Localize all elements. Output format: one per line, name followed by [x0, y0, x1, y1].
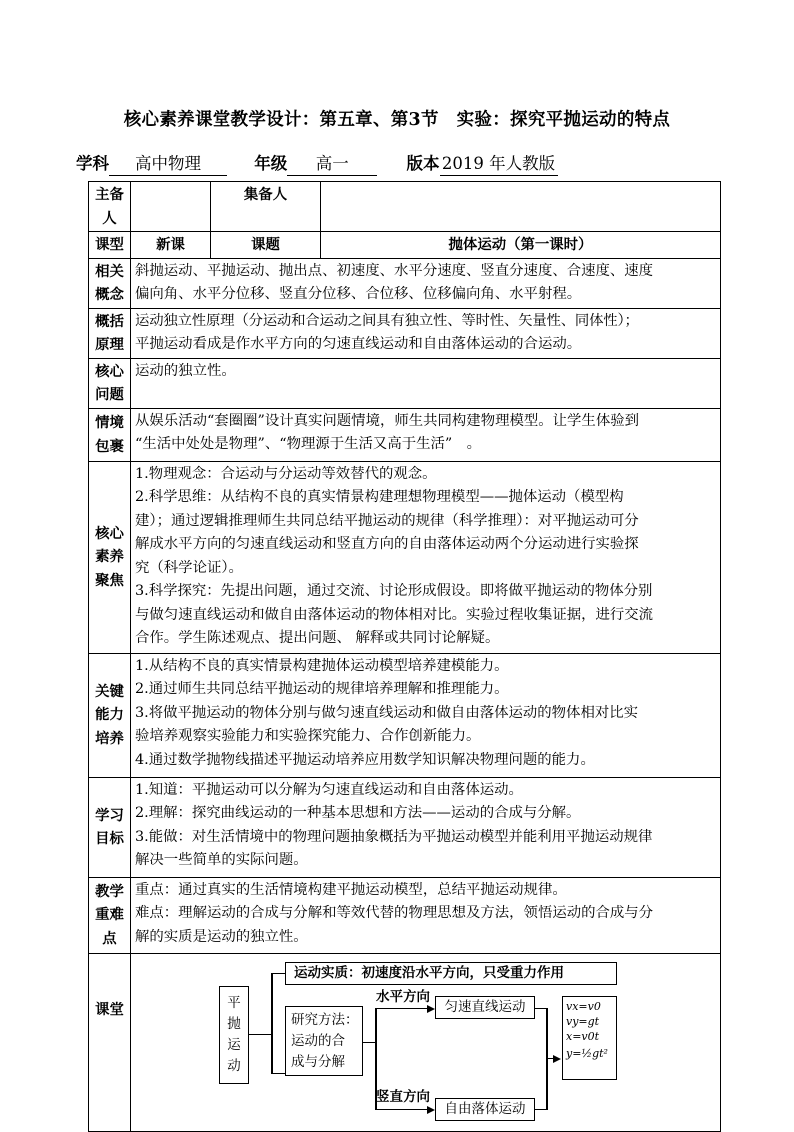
type-label: 课型 [89, 232, 131, 259]
preparer-value [131, 182, 211, 232]
literacy-label: 核心 素养 聚焦 [89, 461, 131, 653]
horizontal-label: 水平方向 [376, 988, 430, 1005]
context-text: 从娱乐活动“套圈圈”设计真实问题情境，师生共同构建物理模型。让学生体验到 “生活中处处是物理”、“物理源于生活又高于生活” 。 [131, 408, 721, 461]
edition-value: 2019 年人教版 [440, 150, 558, 176]
root-box: 平 抛 运 动 [219, 986, 249, 1084]
core-question-label: 核心 问题 [89, 358, 131, 408]
table-row [89, 877, 721, 953]
concept-diagram [219, 962, 711, 1130]
subject-label: 学科 [76, 154, 109, 173]
uniform-motion-box: 匀速直线运动 [435, 996, 535, 1019]
course-meta [76, 150, 558, 176]
focus-label: 教学 重难 点 [89, 877, 131, 953]
grade-label: 年级 [254, 154, 288, 173]
table-row [89, 777, 721, 877]
topic-label: 课题 [211, 232, 321, 259]
subject-value: 高中物理 [109, 150, 227, 176]
vertical-label: 竖直方向 [376, 1088, 430, 1105]
principle-text: 运动独立性原理（分运动和合运动之间具有独立性、等时性、矢量性、同体性）； 平抛运动看成是作水平方向的匀速直线运动和自由落体运动的合运动。 [131, 308, 721, 358]
classroom-content [131, 953, 721, 1131]
table-row [89, 182, 721, 232]
table-row [89, 408, 721, 461]
topic-value: 抛体运动（第一课时） [321, 232, 721, 259]
type-value: 新课 [131, 232, 211, 259]
lesson-plan-table [88, 181, 721, 1132]
collab-value [321, 182, 721, 232]
grade-value: 高一 [287, 150, 377, 176]
table-row [89, 308, 721, 358]
essence-box: 运动实质：初速度沿水平方向，只受重力作用 [285, 962, 617, 985]
formulas-box: vx=v0 vy=gt x=v0t y=½gt² [562, 996, 617, 1080]
page-title: 核心素养课堂教学设计：第五章、第3节 实验：探究平抛运动的特点 [123, 110, 671, 130]
context-label: 情境 包裹 [89, 408, 131, 461]
freefall-box: 自由落体运动 [435, 1098, 535, 1121]
table-row [89, 358, 721, 408]
collab-label: 集备人 [211, 182, 321, 232]
method-box: 研究方法： 运动的合 成与分解 [285, 1006, 363, 1076]
table-row [89, 461, 721, 653]
literacy-text: 1.物理观念：合运动与分运动等效替代的观念。 2.科学思维：从结构不良的真实情景构建理想物理模型——抛体运动（模型构 建）；通过逻辑推理师生共同总结平抛运动的规律（科学推理）：对平抛运动可分 解成水平方向的匀速直线运动和竖直方向的自由落体运动两个分运动进行实验探 究（科学论证）。 3.科学探究：先提出问题，通过交流、讨论形成假设。即将做平抛运动的物体分别 与做匀速直线运动和做自由落体运动的物体相对比。实验过程收集证据，进行交流 合作。学生陈述观点、提出问题、 解释或共同讨论解疑。 [131, 461, 721, 653]
table-row [89, 953, 721, 1131]
table-row [89, 232, 721, 259]
goals-text: 1.知道：平抛运动可以分解为匀速直线运动和自由落体运动。 2.理解：探究曲线运动的一种基本思想和方法——运动的合成与分解。 3.能做：对生活情境中的物理问题抽象概括为平抛运动模型并能利用平抛运动规律 解决一些简单的实际问题。 [131, 777, 721, 877]
principle-label: 概括 原理 [89, 308, 131, 358]
focus-text: 重点：通过真实的生活情境构建平抛运动模型，总结平抛运动规律。 难点：理解运动的合成与分解和等效代替的物理思想及方法，领悟运动的合成与分 解的实质是运动的独立性。 [131, 877, 721, 953]
core-question-text: 运动的独立性。 [131, 358, 721, 408]
concepts-label: 相关 概念 [89, 258, 131, 308]
concepts-text: 斜抛运动、平抛运动、抛出点、初速度、水平分速度、竖直分速度、合速度、速度 偏向角、水平分位移、竖直分位移、合位移、位移偏向角、水平射程。 [131, 258, 721, 308]
goals-label: 学习 目标 [89, 777, 131, 877]
preparer-label: 主备 人 [89, 182, 131, 232]
edition-label: 版本 [406, 154, 440, 173]
table-row [89, 258, 721, 308]
classroom-label: 课堂 [89, 953, 131, 1131]
ability-text: 1.从结构不良的真实情景构建抛体运动模型培养建模能力。 2.通过师生共同总结平抛运动的规律培养理解和推理能力。 3.将做平抛运动的物体分别与做匀速直线运动和做自由落体运动的物体相对比实 验培养观察实验能力和实验探究能力、合作创新能力。 4.通过数学抛物线描述平抛运动培养应用数学知识解决物理问题的能力。 [131, 653, 721, 777]
table-row [89, 653, 721, 777]
ability-label: 关键 能力 培养 [89, 653, 131, 777]
